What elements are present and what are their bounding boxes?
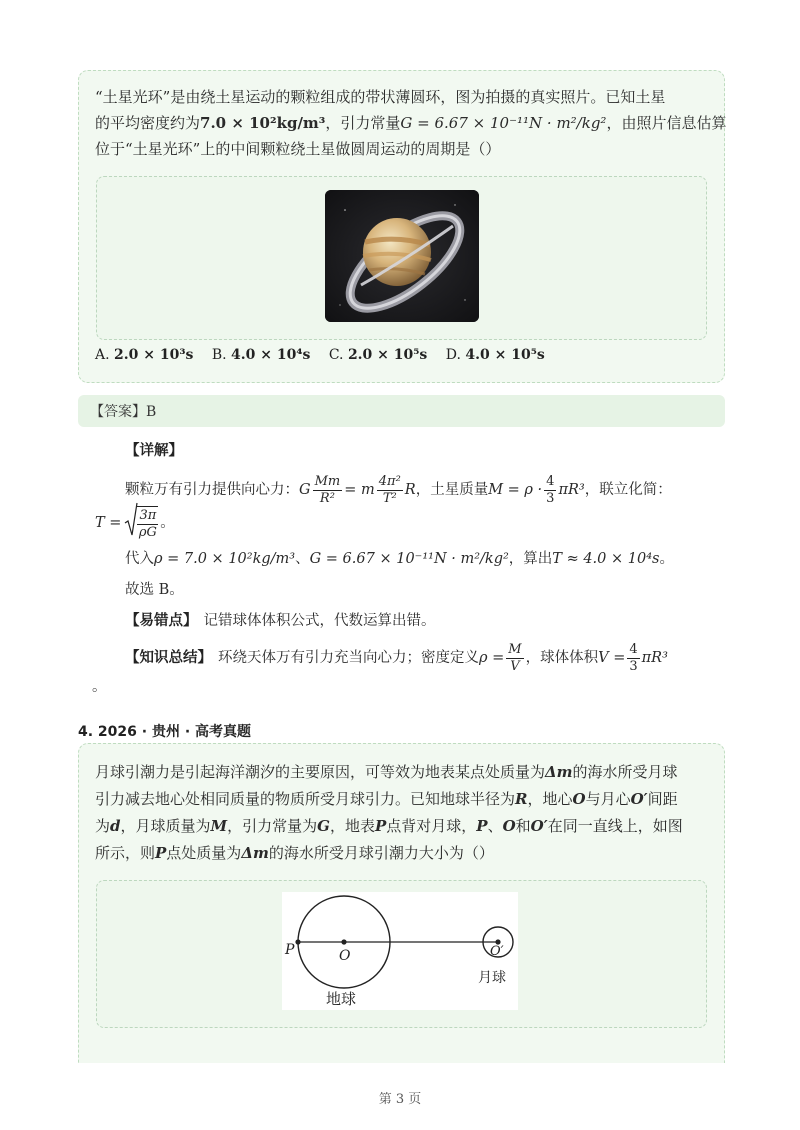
- question-3-line-2: 的平均密度约为7.0 × 10²kg/m³，引力常量G = 6.67 × 10⁻¹¹N · m²/kg²，由照片信息估算: [95, 114, 727, 132]
- solution-line-2: T = $\frac{3\pi}{\rho G}$ 。: [95, 502, 175, 544]
- point-p-dot: [295, 939, 300, 944]
- summary-end-mark: 。: [92, 679, 107, 695]
- summary-line: 【知识总结】 环绕天体万有引力充当向心力；密度定义 ρ = $\frac{M}{V}$ ，球体体积 V = $\frac{4}{3}$ πR³: [125, 641, 668, 674]
- question-4-line-3: 为d，月球质量为M，引力常量为G，地表P点背对月球，P、O和O′在同一直线上，如图: [95, 817, 683, 835]
- point-o-dot: [341, 939, 346, 944]
- question-3-line-1: “土星光环”是由绕土星运动的颗粒组成的带状薄圆环，图为拍摄的真实照片。已知土星: [95, 88, 666, 106]
- earth-moon-diagram: [282, 892, 518, 1010]
- solution-line-1: 颗粒万有引力提供向心力： G $\frac{Mm}{\text{R²}}$ = m $\frac{\text{4π²}}{\text{T²}}$ R ，土星质量 M = ρ · $\frac{4}{3}$ πR³ ，联立化简：: [125, 473, 672, 506]
- error-point-line: 【易错点】 记错球体体积公式，代数运算出错。: [125, 612, 436, 629]
- question-3-options: [95, 347, 545, 363]
- saturn-image: [325, 190, 479, 322]
- saturn-photo: [325, 190, 479, 322]
- fraction-m-v: $\frac{M}{V}$: [508, 641, 522, 674]
- sqrt-symbol: [124, 501, 138, 546]
- solution-line-4: 故选 B。: [125, 582, 184, 598]
- solution-line-3: 代入ρ = 7.0 × 10²kg/m³、G = 6.67 × 10⁻¹¹N · m²/kg²，算出T ≈ 4.0 × 10⁴s。: [125, 551, 674, 567]
- answer-label: 【答案】: [90, 404, 146, 420]
- option-c[interactable]: C. 2.0 × 10⁵s: [328, 347, 428, 363]
- page-number: 第 3 页: [378, 1092, 422, 1107]
- fraction-3pi-rhoG: $\frac{3\pi}{\rho G}$: [138, 507, 157, 540]
- gravity-constant: G = 6.67 × 10⁻¹¹N · m²/kg²: [400, 114, 607, 132]
- label-moon: 月球: [478, 970, 506, 986]
- density-value: 7.0 × 10²kg/m³: [200, 114, 326, 132]
- fraction-4-3: $\frac{4}{3}$: [546, 473, 555, 506]
- label-p: P: [285, 942, 295, 958]
- fraction-4pi2-t2: $\frac{\text{4π²}}{\text{T²}}$: [378, 473, 401, 506]
- label-o: O: [339, 948, 351, 964]
- question-4-stem: [95, 759, 715, 867]
- earth-moon-svg: [282, 892, 518, 1010]
- answer-bar: [78, 395, 725, 427]
- question-3-line-3: 位于“土星光环”上的中间颗粒绕土星做圆周运动的周期是（）: [95, 140, 501, 158]
- option-a[interactable]: A. 2.0 × 10³s: [95, 347, 194, 363]
- question-4-line-4: 所示，则P点处质量为Δm的海水所受月球引潮力大小为（）: [95, 844, 494, 862]
- label-o-prime: O′: [490, 944, 504, 959]
- fraction-mm-r2: $\frac{Mm}{\text{R²}}$: [314, 473, 341, 506]
- question-4-line-1: 月球引潮力是引起海洋潮汐的主要原因，可等效为地表某点处质量为Δm的海水所受月球: [95, 763, 678, 781]
- question-3-stem: [95, 84, 727, 162]
- solution-title: 【详解】: [125, 442, 183, 459]
- option-b[interactable]: B. 4.0 × 10⁴s: [211, 347, 311, 363]
- fraction-4-3-b: $\frac{4}{3}$: [629, 641, 638, 674]
- label-earth: 地球: [326, 990, 357, 1008]
- question-4-heading: 4. 2026 · 贵州 · 高考真题: [78, 724, 252, 740]
- question-4-line-2: 引力减去地心处相同质量的物质所受月球引力。已知地球半径为R，地心O与月心O′间距: [95, 790, 678, 808]
- option-d[interactable]: D. 4.0 × 10⁵s: [445, 347, 545, 363]
- answer-value: B: [146, 404, 157, 420]
